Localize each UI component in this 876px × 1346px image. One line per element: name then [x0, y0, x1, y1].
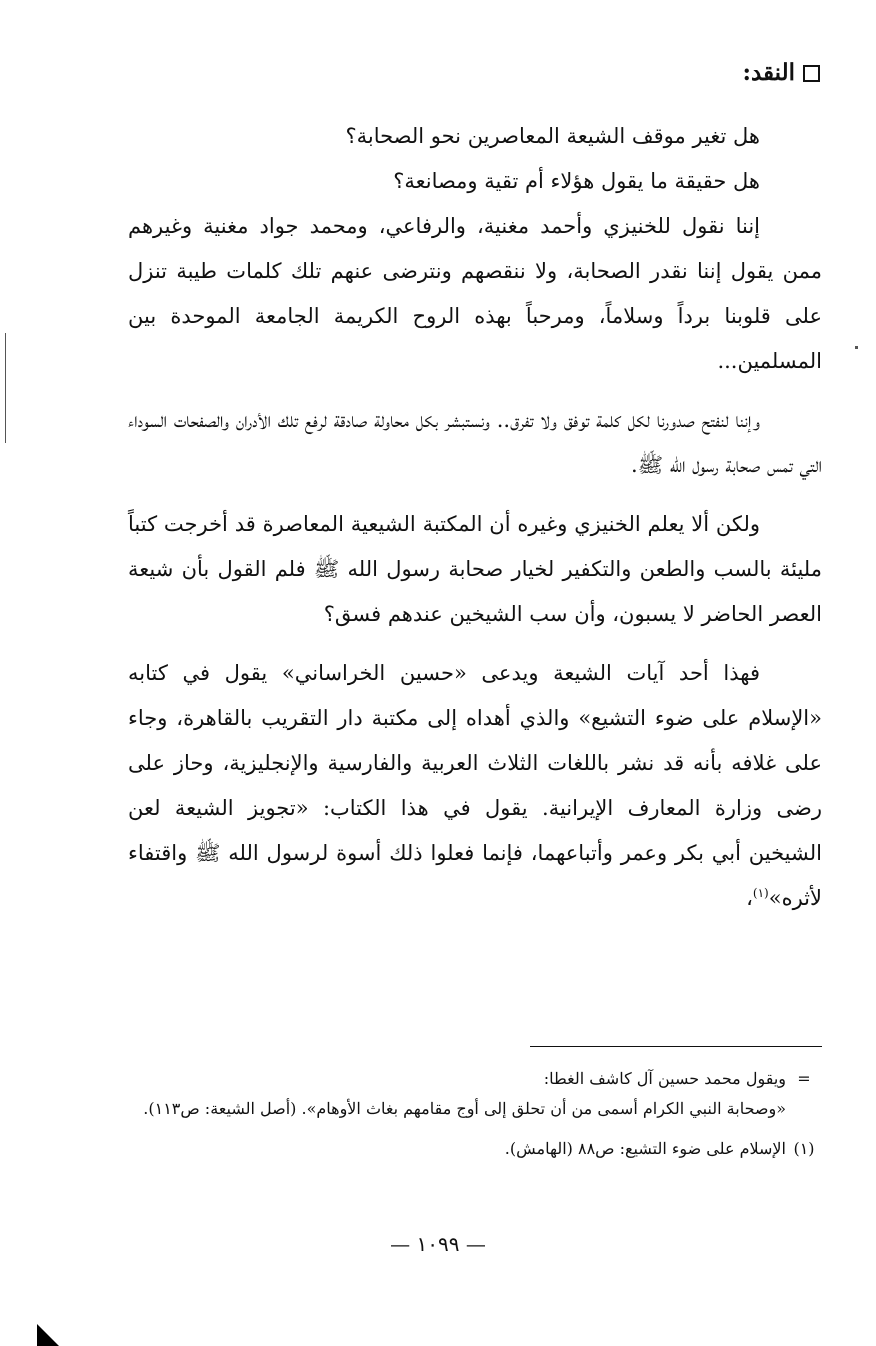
paragraph-3: ولكن ألا يعلم الخنيزي وغيره أن المكتبة الشيعية المعاصرة قد أخرجت كتباً مليئة بالسب والطعن والتكفير لخيار صحابة رسول الله ﷺ فلم القول بأن شيعة العصر الحاضر لا يسبون، وأن سب الشيخين عندهم فسق؟: [128, 512, 822, 626]
continuation-line-2: «وصحابة النبي الكرام أسمى من أن تحلق إلى أوج مقامهم بغاث الأوهام». (أصل الشيعة: ص١١٣).: [143, 1099, 786, 1118]
corner-triangle-icon: [37, 1324, 59, 1346]
paragraph-4: [128, 651, 822, 921]
footnote-1-number: (١): [793, 1139, 815, 1158]
paragraph-1: إننا نقول للخنيزي وأحمد مغنية، والرفاعي، ومحمد جواد مغنية وغيرهم ممن يقول إننا نقدر الصحابة، ولا ننقصهم ونترضى عنهم تلك كلمات طيبة تنزل على قلوبنا برداً وسلاماً، ومرحباً بهذه الروح الكريمة الجامعة الموحدة بين المسلمين...: [128, 214, 822, 373]
main-text: [128, 114, 822, 935]
footnote-continuation: [128, 1064, 822, 1094]
footnotes: [128, 1064, 822, 1164]
paragraph-2: وإننا لنفتح صدورنا لكل كلمة توفق ولا تفرق.. ونستبشر بكل محاولة صادقة لرفع تلك الأدران والصفحات السوداء التي تمس صحابة رسول الله ﷺ.: [128, 408, 822, 477]
scan-margin-line: [5, 333, 6, 443]
footnote-1: [128, 1134, 822, 1164]
question-1: هل تغير موقف الشيعة المعاصرين نحو الصحابة؟: [345, 124, 760, 148]
continuation-line-1: ويقول محمد حسين آل كاشف الغطا:: [543, 1069, 786, 1088]
footnote-1-text: الإسلام على ضوء التشيع: ص٨٨ (الهامش).: [504, 1139, 786, 1158]
scan-margin-dot: [855, 346, 858, 349]
section-heading: [742, 58, 820, 88]
footnote-separator: [530, 1046, 822, 1047]
page-number: — ١٠٩٩ —: [390, 1232, 486, 1256]
checkbox-square-icon: [803, 65, 820, 82]
footnote-reference: (١): [752, 886, 769, 900]
paragraph-4-tail: ،: [746, 886, 753, 910]
paragraph-4-text: فهذا أحد آيات الشيعة ويدعى «حسين الخراساني» يقول في كتابه «الإسلام على ضوء التشيع» والذي أهداه إلى مكتبة دار التقريب بالقاهرة، وجاء على غلافه بأنه قد نشر باللغات الثلاث العربية والفارسية والإنجليزية، وحاز على رضى وزارة المعارف الإيرانية. يقول في هذا الكتاب: «تجويز الشيعة لعن الشيخين أبي بكر وعمر وأتباعهما، فإنما فعلوا ذلك أسوة لرسول الله ﷺ واقتفاء لأثره»: [128, 661, 822, 910]
question-2: هل حقيقة ما يقول هؤلاء أم تقية ومصانعة؟: [393, 169, 760, 193]
continuation-mark: =: [797, 1069, 811, 1088]
section-heading-label: النقد:: [742, 59, 795, 86]
